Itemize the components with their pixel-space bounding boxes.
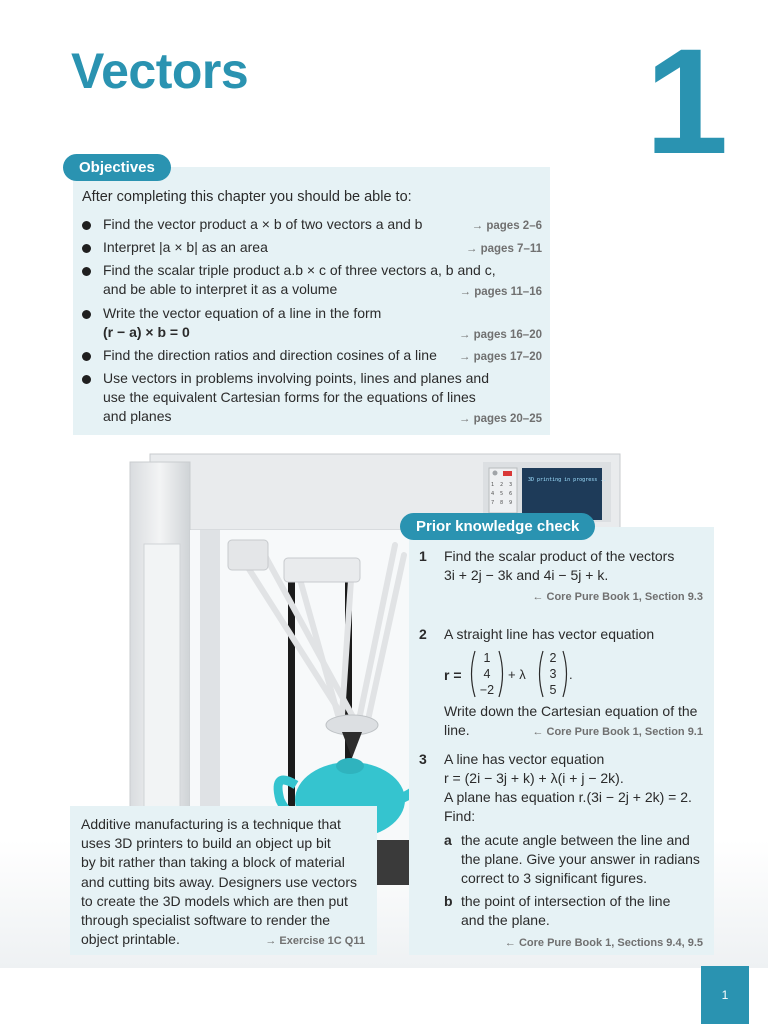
- part-text: correct to 3 significant figures.: [461, 870, 647, 886]
- objective-item: [82, 304, 542, 344]
- exercise-reference: → Exercise 1C Q11: [265, 935, 365, 948]
- caption-text: [81, 815, 371, 949]
- keypad-key: 1: [491, 482, 495, 488]
- page-reference: → pages 20–25: [458, 413, 542, 425]
- question-text: A straight line has vector equation: [444, 626, 655, 642]
- part-text: the acute angle between the line and: [461, 832, 690, 848]
- column-vectors: [469, 649, 591, 699]
- bullet-icon: [82, 375, 91, 384]
- question-text: line.: [444, 722, 470, 738]
- page-number: 1: [701, 966, 749, 1024]
- keypad-key: 7: [491, 500, 495, 506]
- question-2: [419, 625, 709, 740]
- question-text: 3i + 2j − 3k and 4i − 5j + k.: [444, 567, 609, 583]
- caption-line: to create the 3D models which are then put: [81, 892, 348, 909]
- caption-line: and cutting bits away. Designers use vectors: [81, 873, 357, 890]
- chapter-number: 1: [645, 17, 729, 185]
- caption-line: uses 3D printers to build an object up bit: [81, 835, 331, 852]
- part-label: b: [444, 893, 453, 909]
- equation-end: .: [569, 667, 573, 682]
- caption-line: object printable.: [81, 931, 180, 948]
- objective-item: [82, 215, 542, 235]
- keypad-key: 6: [509, 491, 513, 497]
- prior-knowledge-heading: Prior knowledge check: [400, 513, 595, 540]
- book-reference: ← Core Pure Book 1, Section 9.1: [532, 726, 703, 738]
- part-text: the plane. Give your answer in radians: [461, 851, 700, 867]
- objective-text: Find the direction ratios and direction cosines of a line: [103, 347, 437, 363]
- question-text: r = (2i − 3j + k) + λ(i + j − 2k).: [444, 770, 624, 786]
- question-number: 3: [419, 751, 427, 767]
- question-number: 1: [419, 548, 427, 564]
- keypad-key: 9: [509, 500, 513, 506]
- objective-text: and planes: [103, 408, 172, 424]
- equation-lhs: r =: [444, 667, 462, 683]
- objective-item: [82, 369, 542, 429]
- objective-text: Find the scalar triple product a.b × c of three vectors a, b and c,: [103, 262, 496, 278]
- question-text: Find:: [444, 808, 476, 824]
- keypad-key: 5: [500, 491, 504, 497]
- caption-last-line: [81, 930, 371, 949]
- bullet-icon: [82, 267, 91, 276]
- page-reference: → pages 17–20: [458, 351, 542, 363]
- part-text: and the plane.: [461, 912, 550, 928]
- objectives-heading: Objectives: [63, 154, 171, 181]
- page-reference: → pages 2–6: [471, 220, 542, 232]
- question-1: [419, 547, 709, 607]
- caption-line: Additive manufacturing is a technique that: [81, 816, 341, 832]
- vector-entry: 5: [549, 683, 557, 697]
- book-reference: ← Core Pure Book 1, Sections 9.4, 9.5: [504, 937, 703, 949]
- question-text: A plane has equation r.(3i − 2j + 2k) = 2.: [444, 789, 692, 805]
- part-text: the point of intersection of the line: [461, 893, 671, 909]
- keypad-key: 8: [500, 500, 504, 506]
- objective-item: [82, 238, 542, 258]
- question-text: A line has vector equation: [444, 751, 605, 767]
- vector-equation: [444, 649, 709, 699]
- bullet-icon: [82, 244, 91, 253]
- caption-line: by bit rather than taking a block of material: [81, 854, 345, 871]
- question-number: 2: [419, 626, 427, 642]
- keypad-key: 3: [509, 482, 513, 488]
- keypad-key: 2: [500, 482, 504, 488]
- vector-entry: 1: [483, 651, 491, 665]
- objective-item: [82, 261, 542, 301]
- printer-screen-text: 3D printing in progress ..: [528, 477, 607, 483]
- objective-text: (r − a) × b = 0: [103, 324, 190, 340]
- vector-entry: 3: [549, 667, 557, 681]
- part-label: a: [444, 832, 452, 848]
- keypad-key: 4: [491, 491, 495, 497]
- vector-entry: −2: [479, 683, 495, 697]
- caption-line: through specialist software to render the: [81, 912, 331, 929]
- objective-text: Write the vector equation of a line in the form: [103, 305, 382, 321]
- question-text: Write down the Cartesian equation of the: [444, 703, 698, 719]
- bullet-icon: [82, 310, 91, 319]
- objective-text: Find the vector product a × b of two vectors a and b: [103, 216, 423, 232]
- page-reference: → pages 16–20: [458, 329, 542, 341]
- chapter-title: Vectors: [71, 43, 249, 99]
- page-reference: → pages 7–11: [465, 243, 542, 255]
- objectives-intro: After completing this chapter you should be able to:: [82, 189, 412, 205]
- objective-text: and be able to interpret it as a volume: [103, 281, 338, 297]
- page-reference: → pages 11–16: [459, 286, 542, 298]
- question-text: Find the scalar product of the vectors: [444, 548, 675, 564]
- objective-text: use the equivalent Cartesian forms for the equations of lines: [103, 389, 476, 405]
- vector-entry: 2: [549, 651, 557, 665]
- objective-item: [82, 346, 542, 366]
- book-reference: ← Core Pure Book 1, Section 9.3: [532, 591, 703, 603]
- objective-text: Use vectors in problems involving points, lines and planes and: [103, 370, 489, 386]
- question-3: [419, 750, 709, 950]
- objective-text: Interpret |a × b| as an area: [103, 239, 268, 255]
- plus-lambda: + λ: [508, 667, 526, 682]
- bullet-icon: [82, 352, 91, 361]
- vector-entry: 4: [483, 667, 491, 681]
- bullet-icon: [82, 221, 91, 230]
